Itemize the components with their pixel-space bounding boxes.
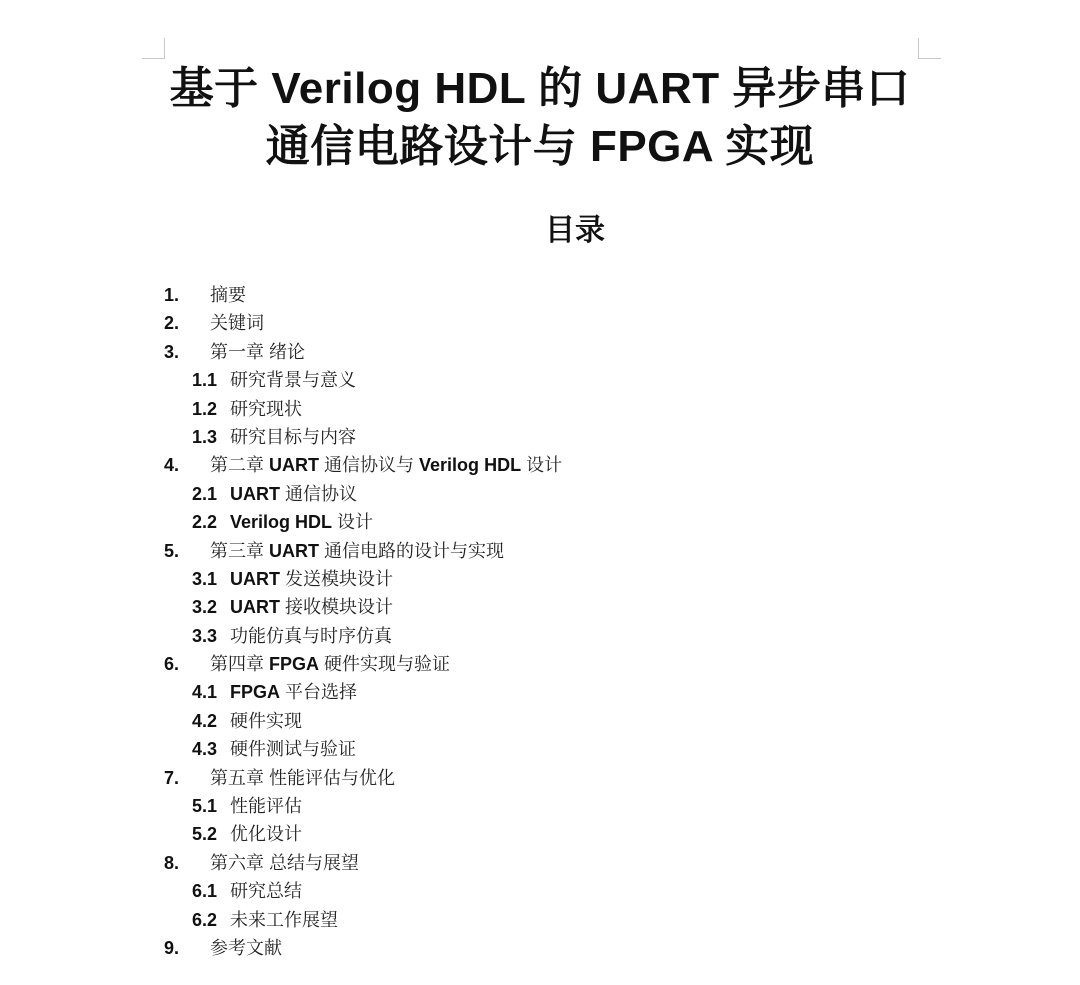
toc-entry-number: 8.	[164, 852, 180, 873]
table-of-contents	[164, 281, 562, 962]
toc-entry-text: 第一章 绪论	[210, 341, 306, 362]
toc-entry-section[interactable]	[164, 678, 562, 706]
toc-entry-chapter[interactable]	[164, 451, 562, 479]
toc-entry-chapter[interactable]	[164, 281, 562, 309]
toc-entry-number: 2.1	[192, 483, 218, 504]
toc-entry-section[interactable]	[164, 622, 562, 650]
toc-entry-section[interactable]	[164, 593, 562, 621]
toc-entry-number: 3.2	[192, 597, 218, 618]
toc-heading: 目录	[545, 214, 605, 247]
toc-entry-chapter[interactable]	[164, 934, 562, 962]
toc-entry-text: 性能评估	[230, 796, 302, 817]
toc-entry-text: 研究现状	[230, 398, 302, 419]
toc-entry-section[interactable]	[164, 707, 562, 735]
page-corner-mark-top-right	[918, 38, 941, 59]
toc-entry-text: Verilog HDL 设计	[230, 512, 374, 533]
toc-entry-number: 6.2	[192, 909, 218, 930]
toc-entry-text: 研究目标与内容	[230, 426, 356, 447]
toc-entry-number: 5.	[164, 540, 180, 561]
toc-entry-section[interactable]	[164, 792, 562, 820]
toc-entry-chapter[interactable]	[164, 764, 562, 792]
toc-entry-number: 3.	[164, 341, 180, 362]
toc-entry-number: 1.3	[192, 426, 218, 447]
toc-entry-text: 第五章 性能评估与优化	[210, 767, 395, 788]
toc-entry-text: 功能仿真与时序仿真	[230, 625, 392, 646]
toc-entry-text: 第三章 UART 通信电路的设计与实现	[210, 540, 505, 561]
page-corner-mark-top-left	[142, 38, 165, 59]
toc-entry-section[interactable]	[164, 820, 562, 848]
toc-entry-number: 4.2	[192, 710, 218, 731]
toc-entry-section[interactable]	[164, 508, 562, 536]
toc-entry-number: 3.1	[192, 568, 218, 589]
toc-entry-text: 第四章 FPGA 硬件实现与验证	[210, 654, 451, 675]
toc-entry-text: 研究总结	[230, 881, 302, 902]
toc-entry-section[interactable]	[164, 565, 562, 593]
document-title	[0, 60, 1080, 176]
toc-entry-text: UART 接收模块设计	[230, 597, 394, 618]
toc-entry-text: 第二章 UART 通信协议与 Verilog HDL 设计	[210, 455, 563, 476]
toc-entry-text: FPGA 平台选择	[230, 682, 358, 703]
toc-entry-number: 4.1	[192, 682, 218, 703]
toc-entry-section[interactable]	[164, 395, 562, 423]
toc-entry-chapter[interactable]	[164, 309, 562, 337]
toc-entry-number: 1.	[164, 285, 180, 305]
toc-entry-text: 未来工作展望	[230, 909, 338, 930]
toc-entry-section[interactable]	[164, 735, 562, 763]
toc-entry-section[interactable]	[164, 877, 562, 905]
toc-entry-chapter[interactable]	[164, 849, 562, 877]
toc-entry-text: 摘要	[210, 285, 246, 305]
toc-entry-text: 硬件实现	[230, 710, 302, 731]
toc-entry-number: 1.2	[192, 398, 218, 419]
toc-entry-chapter[interactable]	[164, 650, 562, 678]
toc-entry-number: 5.1	[192, 796, 218, 817]
toc-entry-section[interactable]	[164, 366, 562, 394]
toc-entry-text: 优化设计	[230, 824, 302, 845]
toc-entry-text: 参考文献	[210, 937, 282, 958]
toc-entry-text: 研究背景与意义	[230, 370, 356, 391]
toc-entry-section[interactable]	[164, 906, 562, 934]
toc-entry-chapter[interactable]	[164, 338, 562, 366]
toc-entry-text: 硬件测试与验证	[230, 739, 356, 760]
toc-entry-text: UART 发送模块设计	[230, 568, 394, 589]
title-line-1: 基于 Verilog HDL 的 UART 异步串口	[169, 64, 911, 113]
toc-entry-number: 6.1	[192, 881, 218, 902]
toc-entry-section[interactable]	[164, 480, 562, 508]
title-line-2: 通信电路设计与 FPGA 实现	[265, 122, 815, 171]
toc-entry-section[interactable]	[164, 423, 562, 451]
toc-entry-number: 7.	[164, 767, 180, 788]
toc-entry-text: 第六章 总结与展望	[210, 852, 360, 873]
toc-entry-number: 6.	[164, 654, 180, 675]
toc-entry-number: 1.1	[192, 370, 218, 391]
toc-entry-text: 关键词	[210, 313, 264, 334]
toc-entry-text: UART 通信协议	[230, 483, 358, 504]
toc-entry-chapter[interactable]	[164, 537, 562, 565]
toc-entry-number: 2.	[164, 313, 180, 334]
toc-entry-number: 3.3	[192, 625, 218, 646]
toc-entry-number: 5.2	[192, 824, 218, 845]
toc-entry-number: 2.2	[192, 512, 218, 533]
toc-entry-number: 4.	[164, 455, 180, 476]
toc-entry-number: 4.3	[192, 739, 218, 760]
toc-entry-number: 9.	[164, 937, 180, 958]
